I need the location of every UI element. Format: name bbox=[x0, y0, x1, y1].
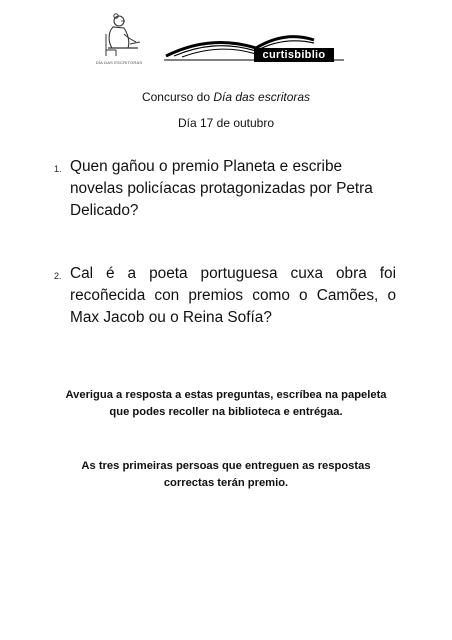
question-text: Quen gañou o premio Planeta e escribe novelas policíacas protagonizadas por Petra Delicado? bbox=[70, 158, 373, 219]
curtisbiblio-logo bbox=[164, 30, 346, 70]
prize-line-2: correctas terán premio. bbox=[163, 477, 289, 489]
instructions-line-2: que podes recoller na biblioteca e entrégaa. bbox=[109, 406, 343, 418]
dia-das-escritoras-logo bbox=[94, 12, 144, 70]
contest-date: Día 17 de outubro bbox=[177, 116, 275, 130]
logo-wordmark: curtisbiblio bbox=[254, 48, 334, 62]
question-number: 2. bbox=[54, 271, 62, 281]
instructions-note bbox=[0, 387, 452, 421]
contest-title bbox=[0, 90, 452, 104]
prize-note bbox=[0, 458, 452, 492]
title-italic: Día das escritoras bbox=[213, 90, 311, 104]
prize-line-1: As tres primeiras persoas que entreguen as respostas bbox=[81, 460, 371, 472]
woman-writing-icon bbox=[94, 12, 144, 60]
logo-caption: DÍA DAS ESCRITORAS bbox=[95, 60, 143, 65]
question-number: 1. bbox=[54, 164, 62, 174]
question-text: Cal é a poeta portuguesa cuxa obra foi recoñecida con premios como o Camões, o Max Jacob ou o Reina Sofía? bbox=[70, 265, 396, 326]
title-prefix: Concurso do bbox=[141, 90, 214, 104]
instructions-line-1: Averigua a resposta a estas preguntas, escríbea na papeleta bbox=[65, 389, 387, 401]
